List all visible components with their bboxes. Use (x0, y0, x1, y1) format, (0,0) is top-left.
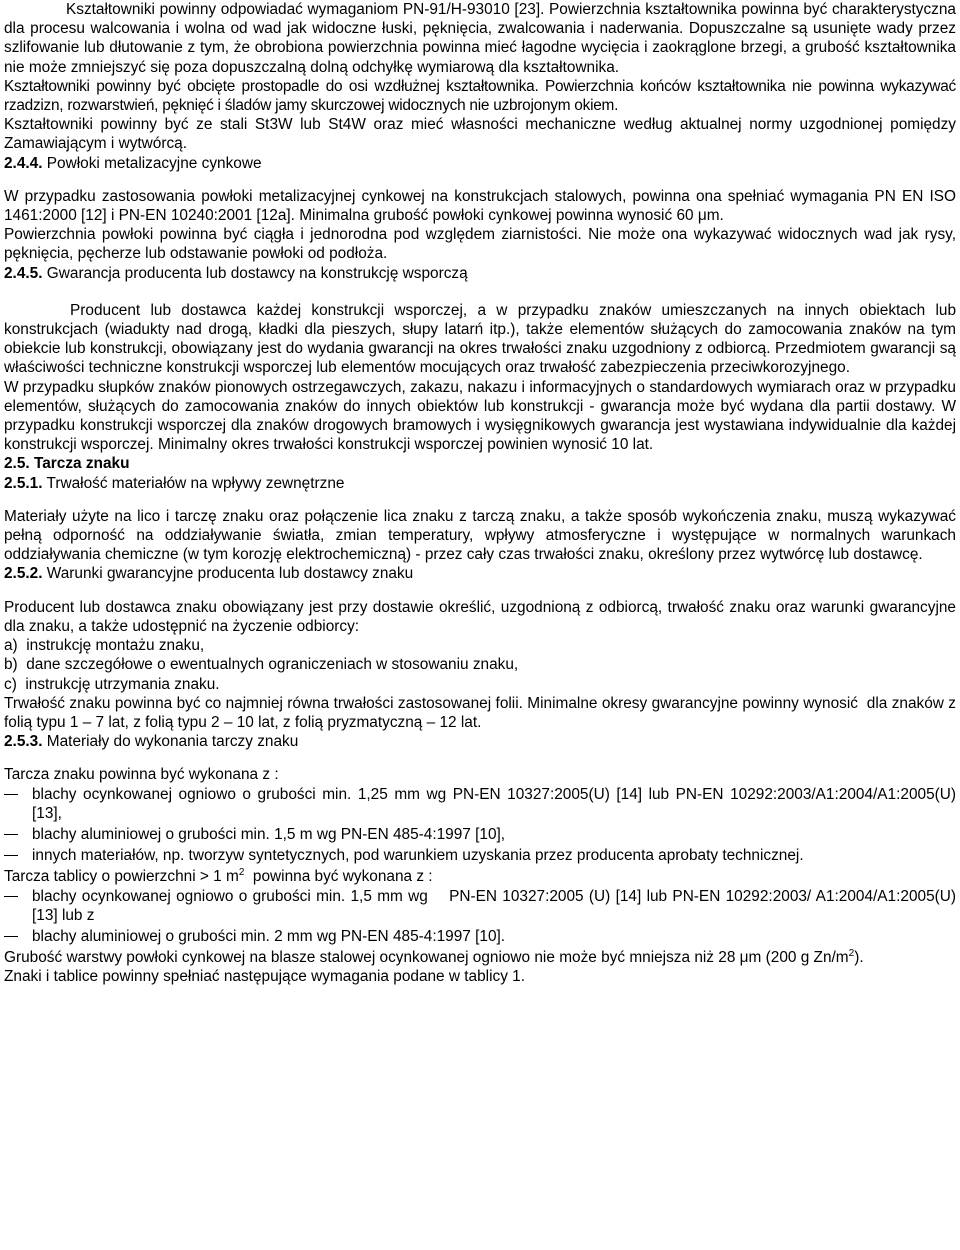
list-item-text: blachy aluminiowej o grubości min. 1,5 m wg PN-EN 485-4:1997 [10], (32, 825, 506, 843)
paragraph-gwarancja-producent: Producent lub dostawca każdej konstrukcji wsporczej, a w przypadku znaków umieszczanych na innych obiektach lub konstrukcjach (wiadukty nad drogą, kładki dla pieszych, słupy latarń itp.), także elementów służących do zamocowania znaków na tym obiekcie lub konstrukcji, obowiązany jest do wydania gwarancji na okres trwałości znaku uzgodniony z odbiorcą. Przedmiotem gwarancji są właściwości techniczne konstrukcji wsporczej lub elementów mocujących oraz trwałość zabezpieczenia przeciwkorozyjnego. (4, 301, 956, 377)
section-heading-2-5-2 (4, 564, 956, 583)
section-heading-2-5-3 (4, 732, 956, 751)
section-title: Tarcza znaku (33, 455, 130, 473)
paragraph-ksztaltowniki-wymagania: Kształtowniki powinny odpowiadać wymaganiom PN-91/H-93010 [23]. Powierzchnia kształtownika powinna być charakterystyczna dla procesu walcowania i wolna od wad jak widoczne łuski, pęknięcia, zwalcowania i naderwania. Dopuszczalne są usunięte wady przez szlifowanie lub dłutowanie z tym, że obrobiona powierzchnia powinna mieć łagodne wycięcia i zaokrąglone brzegi, a grubość kształtownika nie może zmniejszyć się poza dopuszczalną dolną odchyłkę wymiarową dla kształtownika. (4, 1, 956, 76)
list-item-text: blachy ocynkowanej ogniowo o grubości min. 1,25 mm wg PN-EN 10327:2005(U) [14] lub PN-EN 10292:2003/A1:2004/A1:2005(U) [13], (32, 785, 956, 822)
paragraph-warunki-gwarancyjne: Producent lub dostawca znaku obowiązany jest przy dostawie określić, uzgodnioną z odbiorcą, trwałość znaku oraz warunki gwarancyjne dla znaku, a także udostępnić na życzenie odbiorcy: (4, 598, 956, 635)
section-title: Gwarancja producenta lub dostawcy na konstrukcję wsporczą (46, 264, 468, 282)
list-item-text: innych materiałów, np. tworzyw syntetycznych, pod warunkiem uzyskania przez producenta aprobaty technicznej. (32, 847, 804, 865)
superscript: 2 (238, 867, 245, 879)
section-heading-2-4-4 (4, 154, 956, 173)
materials-list-board (4, 887, 960, 947)
section-heading-2-5 (4, 454, 956, 473)
paragraph-trwalosc-znaku: Trwałość znaku powinna być co najmniej równa trwałości zastosowanej folii. Minimalne okresy gwarancyjne powinny wynosić dla znaków z folią typu 1 – 7 lat, z folią typu 2 – 10 lat, z folią pryzmatyczną – 12 lat. (4, 694, 960, 731)
section-heading-2-4-5 (4, 264, 956, 283)
superscript: 2 (848, 948, 855, 960)
list-item: c) instrukcję utrzymania znaku. (4, 675, 220, 693)
paragraph-tarcza-tablicy (4, 867, 956, 886)
text-segment: Tarcza tablicy o powierzchni > 1 m (4, 868, 239, 886)
dash-bullet (4, 794, 18, 795)
list-item (4, 846, 956, 865)
list-item-text: blachy aluminiowej o grubości min. 2 mm wg PN-EN 485-4:1997 [10]. (32, 927, 506, 945)
paragraph-powloka-wymagania: W przypadku zastosowania powłoki metalizacyjnej cynkowej na konstrukcjach stalowych, powinna ona spełniać wymagania PN EN ISO 1461:2000 [12] i PN-EN 10240:2001 [12a]. Minimalna grubość powłoki cynkowej powinna wynosić 60 μm. (4, 187, 956, 225)
list-item (4, 887, 960, 925)
paragraph-powloka-powierzchnia: Powierzchnia powłoki powinna być ciągła i jednorodna pod względem ziarnistości. Nie może ona wykazywać widocznych wad jak rysy, pęknięcia, pęcherze lub odstawanie powłoki od podłoża. (4, 226, 956, 263)
section-title: Materiały do wykonania tarczy znaku (46, 733, 299, 751)
list-item (4, 927, 956, 946)
paragraph-ksztaltowniki-obciecie: Kształtowniki powinny być obcięte prostopadle do osi wzdłużnej kształtownika. Powierzchnia końców kształtownika nie powinna wykazywać rzadzizn, rozwarstwień, pęknięć i śladów jamy skurczowej widocznych nie uzbrojonym okiem. (4, 77, 956, 115)
paragraph-wymagania-tablica: Znaki i tablice powinny spełniać następujące wymagania podane w tablicy 1. (4, 968, 526, 986)
text-segment: ). (854, 949, 864, 967)
paragraph-ksztaltowniki-stal: Kształtowniki powinny być ze stali St3W lub St4W oraz mieć własności mechaniczne według aktualnej normy uzgodnionej pomiędzy Zamawiającym i wytwórcą. (4, 116, 956, 153)
list-item (4, 825, 956, 844)
paragraph-tarcza-znaku: Tarcza znaku powinna być wykonana z : (4, 766, 279, 784)
section-number: 2.5.1. (4, 474, 43, 492)
paragraph-grubosc-powloki (4, 948, 956, 967)
section-number: 2.5. (4, 455, 30, 473)
list-item (4, 785, 956, 823)
section-number: 2.4.4. (4, 154, 43, 172)
dash-bullet (4, 896, 18, 897)
paragraph-gwarancja-slupki: W przypadku słupków znaków pionowych ostrzegawczych, zakazu, nakazu i informacyjnych o standardowych wymiarach oraz w przypadku elementów, służących do zamocowania znaków do innych obiektów lub konstrukcji - gwarancja może być wydana dla partii dostawy. W przypadku konstrukcji wsporczej dla znaków drogowych bramowych i wysięgnikowych gwarancja jest wystawiana indywidualnie dla każdej konstrukcji wsporczej. Minimalny okres trwałości konstrukcji wsporczej powinien wynosić 10 lat. (4, 378, 956, 454)
list-item-text: blachy ocynkowanej ogniowo o grubości min. 1,5 mm wg PN-EN 10327:2005 (U) [14] lub PN-EN 10292:2003/ A1:2004/A1:2005(U) [13] lub z (32, 887, 960, 924)
text-segment: Grubość warstwy powłoki cynkowej na blasze stalowej ocynkowanej ogniowo nie może być mniejsza niż 28 μm (200 g Zn/m (4, 949, 849, 967)
section-title: Warunki gwarancyjne producenta lub dostawcy znaku (46, 565, 414, 583)
section-title: Powłoki metalizacyjne cynkowe (46, 154, 262, 172)
materials-list-sign (4, 785, 956, 866)
paragraph-trwalosc-materialow: Materiały użyte na lico i tarczę znaku oraz połączenie lica znaku z tarczą znaku, a także sposób wykończenia znaku, muszą wykazywać pełną odporność na oddziaływanie światła, zmian temperatury, wpływy atmosferyczne i występujące w normalnych warunkach oddziaływania chemiczne (w tym korozję elektrochemiczną) - przez cały czas trwałości znaku, określony przez wytwórcę lub dostawcę. (4, 507, 956, 564)
text-segment: powinna być wykonana z : (244, 868, 433, 886)
list-item: a) instrukcję montażu znaku, (4, 637, 205, 655)
dash-bullet (4, 834, 18, 835)
section-title: Trwałość materiałów na wpływy zewnętrzne (46, 474, 345, 492)
dash-bullet (4, 936, 18, 937)
section-heading-2-5-1 (4, 474, 956, 493)
section-number: 2.5.2. (4, 565, 43, 583)
section-number: 2.4.5. (4, 264, 43, 282)
list-item: b) dane szczegółowe o ewentualnych ograniczeniach w stosowaniu znaku, (4, 656, 519, 674)
dash-bullet (4, 855, 18, 856)
section-number: 2.5.3. (4, 733, 43, 751)
